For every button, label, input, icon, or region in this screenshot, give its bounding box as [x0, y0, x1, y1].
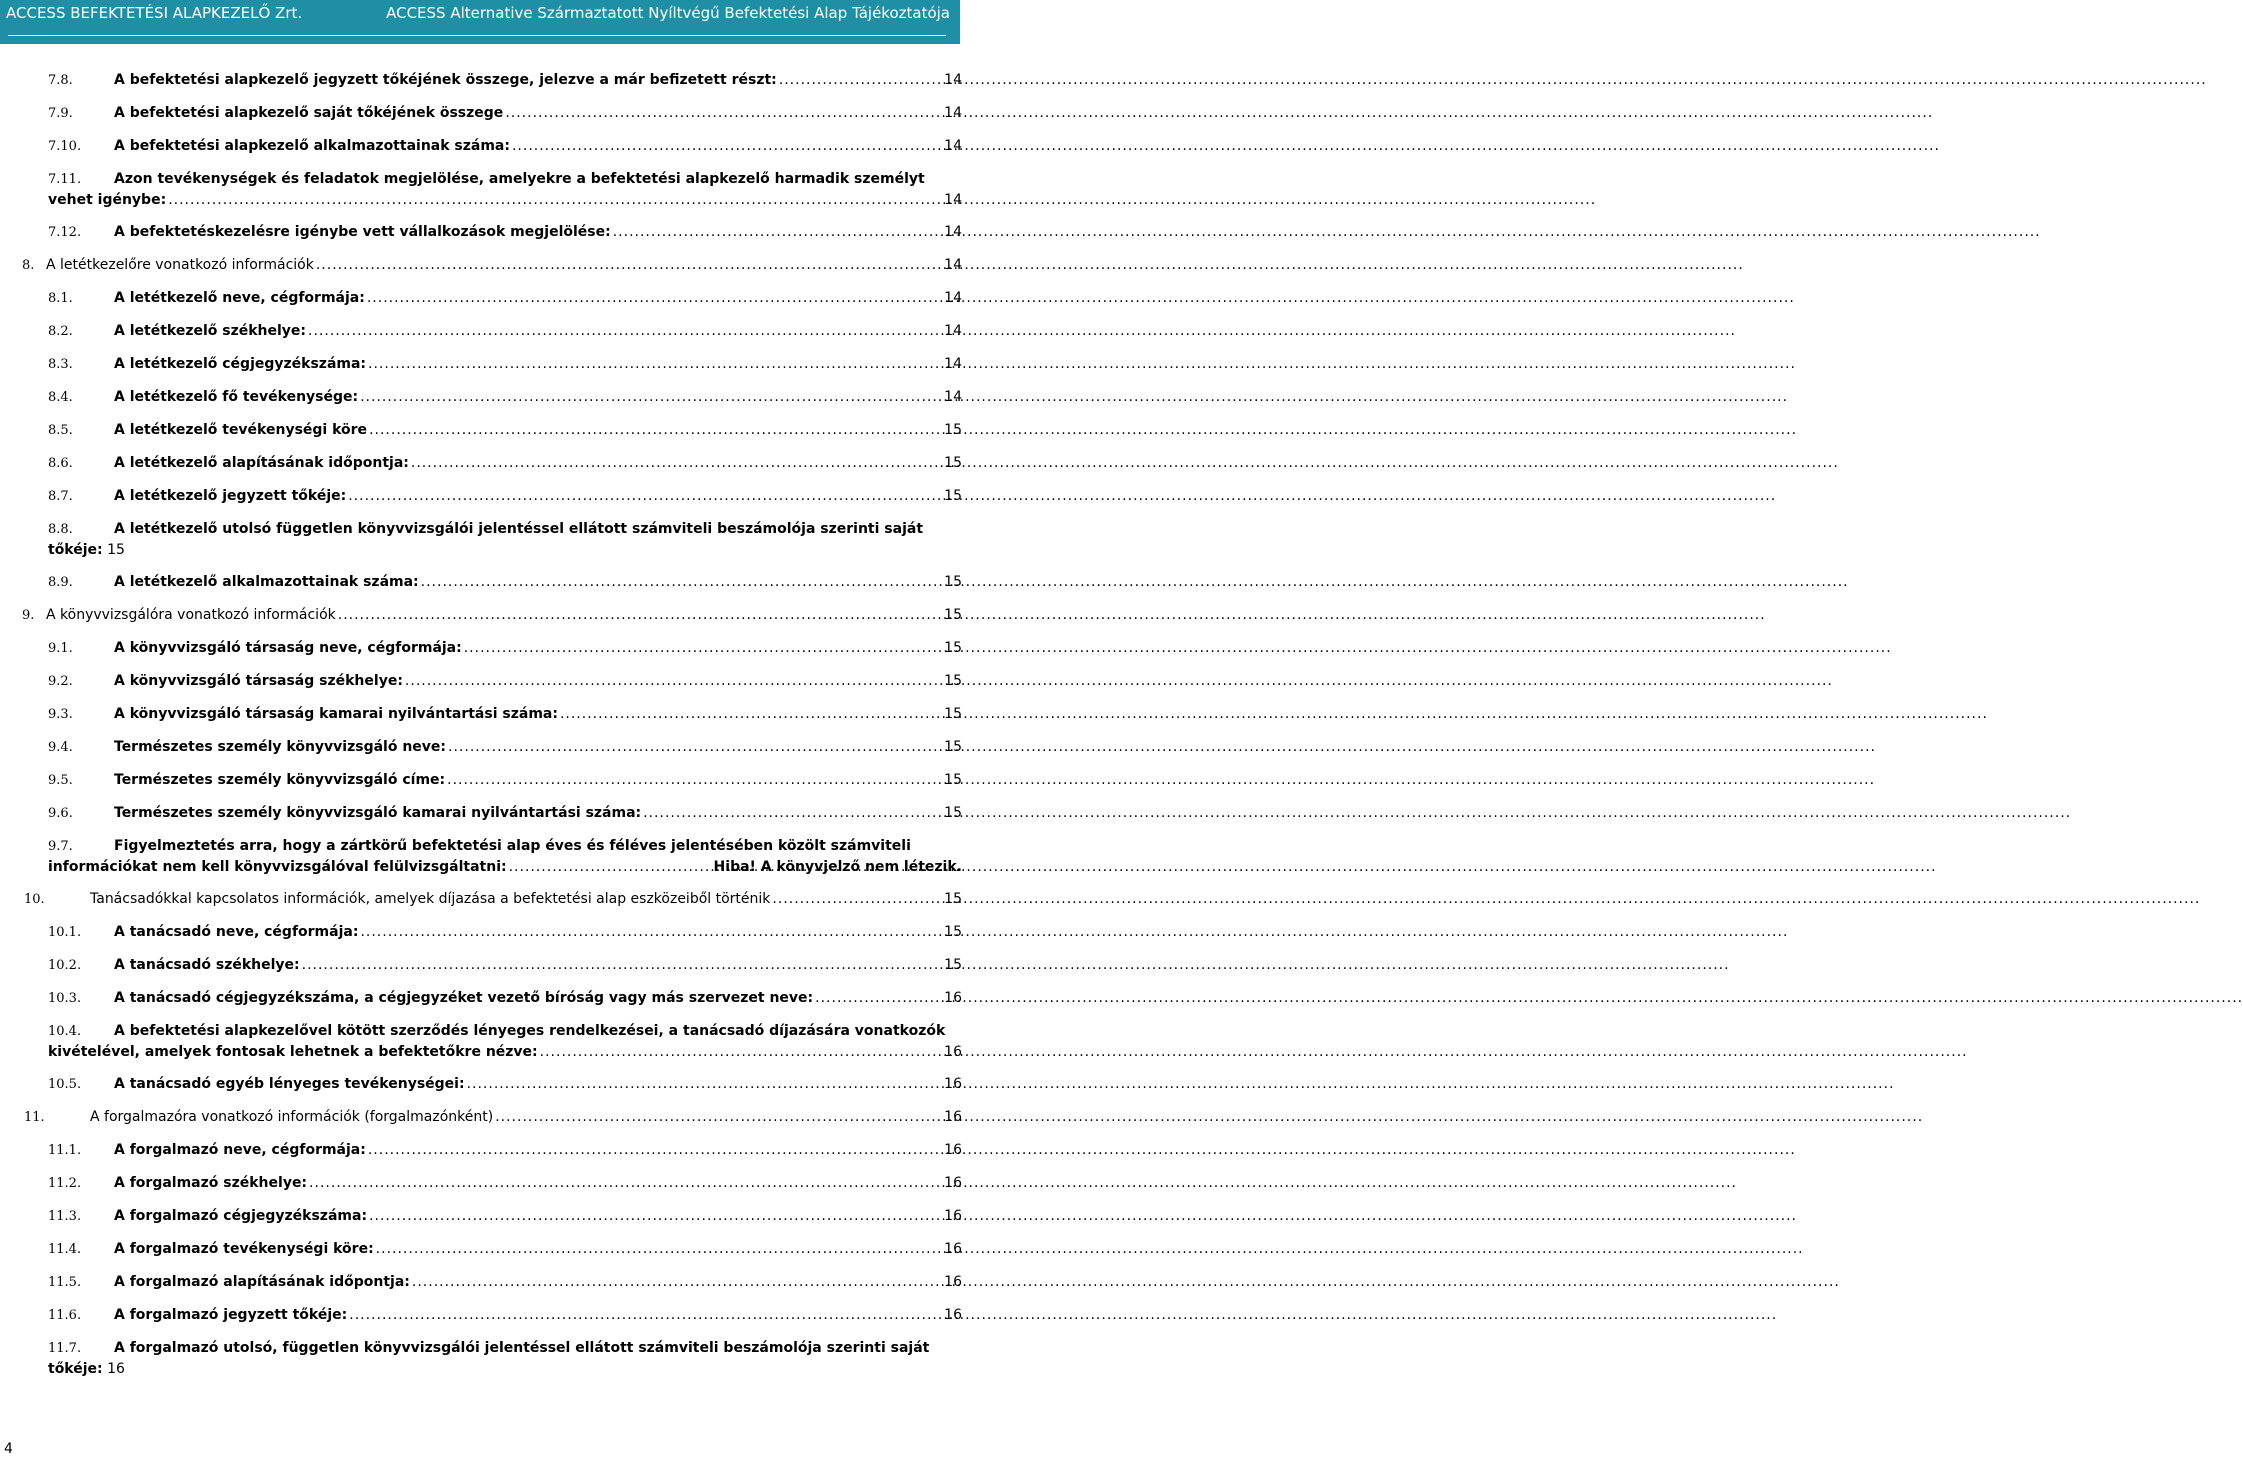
toc-entry[interactable]: [48, 1206, 962, 1227]
toc-entry-title: A letétkezelő tevékenységi köre: [114, 422, 368, 438]
toc-entry[interactable]: [48, 988, 962, 1009]
toc-entry-title: A könyvvizsgáló társaság neve, cégformája:: [114, 640, 462, 656]
toc-entry-page: 15: [944, 891, 962, 907]
toc-entry[interactable]: [48, 321, 962, 342]
toc-entry-number: 9.4.: [48, 740, 73, 755]
toc-entry-page: 14: [944, 257, 962, 273]
toc-entry[interactable]: [48, 1173, 962, 1194]
toc-entry-title: A befektetési alapkezelő alkalmazottainak száma:: [114, 138, 510, 154]
toc-entry-number: 9.: [22, 608, 35, 623]
toc-entry-page: 15: [944, 739, 962, 755]
toc-entry-number: 7.9.: [48, 106, 73, 121]
dot-leader: [512, 136, 942, 156]
dot-leader: [815, 988, 942, 1008]
toc-entry-title: A letétkezelő alapításának időpontja:: [114, 455, 409, 471]
toc-entry[interactable]: [48, 288, 962, 309]
toc-entry[interactable]: [24, 1107, 962, 1128]
dot-leader: [308, 321, 942, 341]
dot-leader: [495, 1107, 942, 1127]
toc-entry-page: 15: [944, 422, 962, 438]
dot-leader: [643, 803, 942, 823]
toc-entry-number: 9.3.: [48, 707, 73, 722]
toc-entry[interactable]: [48, 103, 962, 124]
toc-entry-title-continued: tőkéje:: [48, 1361, 103, 1377]
toc-entry[interactable]: [48, 1272, 962, 1293]
toc-entry-page: 15: [944, 673, 962, 689]
toc-entry-title: A letétkezelő alkalmazottainak száma:: [114, 574, 419, 590]
dot-leader: [302, 955, 943, 975]
dot-leader: [613, 222, 942, 242]
toc-entry-page: 15: [944, 805, 962, 821]
page-number: 4: [4, 1441, 13, 1457]
dot-leader: [369, 1206, 942, 1226]
toc-entry-page: 14: [944, 138, 962, 154]
dot-leader: [421, 572, 943, 592]
toc-entry[interactable]: [48, 70, 962, 91]
toc-entry-page: 15: [944, 706, 962, 722]
toc-entry[interactable]: [48, 1140, 962, 1161]
toc-entry-number: 8.5.: [48, 423, 73, 438]
toc-entry-title: A könyvvizsgálóra vonatkozó információk: [46, 607, 336, 623]
toc-entry-number: 10.4.: [48, 1024, 82, 1039]
toc-entry-title-continued: kivételével, amelyek fontosak lehetnek a befektetőkre nézve:: [48, 1044, 538, 1060]
toc-entry-number: 8.6.: [48, 456, 73, 471]
toc-entry[interactable]: [48, 453, 962, 474]
toc-entry[interactable]: [48, 136, 962, 157]
toc-entry-title: A befektetési alapkezelő jegyzett tőkéjének összege, jelezve a már befizetett részt:: [114, 72, 777, 88]
toc-entry-number: 11.1.: [48, 1143, 82, 1158]
header-document-title: ACCESS Alternative Származtatott Nyíltvégű Befektetési Alap Tájékoztatója: [386, 4, 950, 22]
toc-entry[interactable]: [48, 1338, 962, 1379]
toc-entry[interactable]: [24, 889, 962, 910]
toc-entry-number: 9.2.: [48, 674, 73, 689]
toc-entry-title-continued: tőkéje:: [48, 542, 103, 558]
toc-entry-page: 16: [944, 1307, 962, 1323]
toc-entry-number: 8.: [22, 258, 35, 273]
dot-leader: [509, 857, 712, 877]
toc-entry-title: A letétkezelő jegyzett tőkéje:: [114, 488, 347, 504]
dot-leader: [540, 1042, 943, 1062]
dot-leader: [368, 1140, 942, 1160]
toc-entry-page: 15: [944, 607, 962, 623]
dot-leader: [464, 638, 942, 658]
toc-entry-number: 11.: [24, 1110, 45, 1125]
toc-entry[interactable]: [48, 1074, 962, 1095]
toc-entry[interactable]: [22, 605, 962, 626]
toc-entry-title: Tanácsadókkal kapcsolatos információk, amelyek díjazása a befektetési alap eszközeiből történik: [90, 891, 771, 907]
toc-entry-page: 16: [944, 1175, 962, 1191]
dot-leader: [447, 770, 942, 790]
toc-entry[interactable]: [48, 638, 962, 659]
toc-entry-number: 8.1.: [48, 291, 73, 306]
toc-entry-number: 7.8.: [48, 73, 73, 88]
toc-entry-page: 14: [944, 72, 962, 88]
toc-entry-page: 14: [944, 356, 962, 372]
dot-leader: [411, 453, 942, 473]
toc-entry-title: A forgalmazó tevékenységi köre:: [114, 1241, 374, 1257]
toc-entry-title: A könyvvizsgáló társaság székhelye:: [114, 673, 403, 689]
toc-entry-page: 16: [944, 1109, 962, 1125]
toc-entry-number: 11.7.: [48, 1341, 82, 1356]
toc-entry-title: A tanácsadó cégjegyzékszáma, a cégjegyzéket vezető bíróság vagy más szervezet neve:: [114, 990, 814, 1006]
toc-entry-title-continued: információkat nem kell könyvvizsgálóval felülvizsgáltatni:: [48, 859, 507, 875]
toc-entry-page: 14: [944, 323, 962, 339]
dot-leader: [779, 70, 942, 90]
dot-leader: [360, 922, 942, 942]
toc-entry-page: 15: [944, 455, 962, 471]
toc-entry-number: 10.2.: [48, 958, 82, 973]
toc-entry-number: 8.7.: [48, 489, 73, 504]
dot-leader: [405, 671, 942, 691]
toc-entry[interactable]: [48, 1239, 962, 1260]
toc-entry-page: 16: [944, 1241, 962, 1257]
toc-entry-title: A tanácsadó neve, cégformája:: [114, 924, 359, 940]
toc-entry-title: Természetes személy könyvvizsgáló kamarai nyilvántartási száma:: [114, 805, 642, 821]
toc-entry[interactable]: [48, 737, 962, 758]
dot-leader: [367, 288, 942, 308]
toc-entry-number: 8.8.: [48, 522, 73, 537]
toc-entry[interactable]: [48, 836, 962, 877]
toc-entry-title: A tanácsadó egyéb lényeges tevékenységei:: [114, 1076, 465, 1092]
toc-entry-title: A letétkezelő fő tevékenysége:: [114, 389, 359, 405]
dot-leader: [412, 1272, 942, 1292]
toc-entry-title: A forgalmazó cégjegyzékszáma:: [114, 1208, 368, 1224]
dot-leader: [316, 255, 942, 275]
toc-entry-title: A forgalmazóra vonatkozó információk (forgalmazónként): [90, 1109, 494, 1125]
toc-entry-number: 11.6.: [48, 1308, 82, 1323]
toc-entry[interactable]: [48, 704, 962, 725]
toc-entry[interactable]: [48, 222, 962, 243]
toc-entry[interactable]: [48, 354, 962, 375]
toc-entry-page: 14: [944, 105, 962, 121]
toc-entry-title: A letétkezelő cégjegyzékszáma:: [114, 356, 367, 372]
toc-entry-title: A tanácsadó székhelye:: [114, 957, 300, 973]
toc-entry-title-continued: vehet igénybe:: [48, 192, 167, 208]
dot-leader: [505, 103, 942, 123]
toc-entry-page: Hiba! A könyvjelző nem létezik.: [713, 859, 962, 875]
toc-entry-number: 10.5.: [48, 1077, 82, 1092]
toc-entry-title: A forgalmazó székhelye:: [114, 1175, 308, 1191]
toc-entry-number: 11.5.: [48, 1275, 82, 1290]
table-of-contents: [22, 70, 962, 1391]
toc-entry[interactable]: [48, 486, 962, 507]
toc-entry-page: 16: [944, 990, 962, 1006]
toc-entry[interactable]: [48, 770, 962, 791]
toc-entry-page: 15: [107, 542, 125, 558]
toc-entry[interactable]: [48, 803, 962, 824]
toc-entry-title: A letétkezelőre vonatkozó információk: [46, 257, 314, 273]
toc-entry-page: 14: [944, 290, 962, 306]
toc-entry-page: 14: [944, 389, 962, 405]
toc-entry-number: 9.5.: [48, 773, 73, 788]
toc-entry-page: 16: [944, 1044, 962, 1060]
toc-entry-number: 9.1.: [48, 641, 73, 656]
toc-entry-number: 7.12.: [48, 225, 82, 240]
toc-entry[interactable]: [48, 955, 962, 976]
toc-entry[interactable]: [48, 922, 962, 943]
toc-entry[interactable]: [48, 519, 962, 560]
header-company: ACCESS BEFEKTETÉSI ALAPKEZELŐ Zrt.: [6, 4, 303, 22]
dot-leader: [349, 1305, 942, 1325]
toc-entry-number: 10.: [24, 892, 45, 907]
toc-entry[interactable]: [22, 255, 962, 276]
toc-entry-page: 16: [944, 1208, 962, 1224]
toc-entry-number: 7.11.: [48, 172, 82, 187]
toc-entry-title: A forgalmazó jegyzett tőkéje:: [114, 1307, 348, 1323]
toc-entry-title: A letétkezelő utolsó független könyvvizsgálói jelentéssel ellátott számviteli beszámolója szerinti saját: [114, 521, 924, 537]
dot-leader: [309, 1173, 942, 1193]
toc-entry-number: 8.4.: [48, 390, 73, 405]
toc-entry-title: Azon tevékenységek és feladatok megjelölése, amelyekre a befektetési alapkezelő harmadik személyt: [114, 171, 925, 187]
toc-entry[interactable]: [48, 169, 962, 210]
toc-entry-number: 10.1.: [48, 925, 82, 940]
toc-entry-page: 16: [944, 1142, 962, 1158]
dot-leader: [348, 486, 942, 506]
toc-entry[interactable]: [48, 387, 962, 408]
toc-entry[interactable]: [48, 420, 962, 441]
dot-leader: [168, 190, 942, 210]
toc-entry-page: 16: [944, 1076, 962, 1092]
toc-entry-title: Figyelmeztetés arra, hogy a zártkörű befektetési alap éves és féléves jelentésében közölt számviteli: [114, 838, 911, 854]
dot-leader: [368, 354, 942, 374]
toc-entry-number: 11.4.: [48, 1242, 82, 1257]
dot-leader: [360, 387, 942, 407]
dot-leader: [448, 737, 942, 757]
toc-entry-title: A forgalmazó utolsó, független könyvvizsgálói jelentéssel ellátott számviteli beszámolója szerinti saját: [114, 1340, 930, 1356]
toc-entry[interactable]: [48, 671, 962, 692]
page-header: [0, 0, 960, 44]
dot-leader: [338, 605, 942, 625]
dot-leader: [772, 889, 942, 909]
toc-entry-page: 16: [944, 1274, 962, 1290]
toc-entry-number: 10.3.: [48, 991, 82, 1006]
toc-entry-page: 16: [107, 1361, 125, 1377]
toc-entry-number: 8.3.: [48, 357, 73, 372]
toc-entry-title: A letétkezelő neve, cégformája:: [114, 290, 365, 306]
header-rule: [8, 35, 946, 36]
toc-entry-title: A forgalmazó alapításának időpontja:: [114, 1274, 410, 1290]
toc-entry[interactable]: [48, 1305, 962, 1326]
toc-entry-number: 9.6.: [48, 806, 73, 821]
toc-entry-page: 15: [944, 957, 962, 973]
toc-entry-title: A forgalmazó neve, cégformája:: [114, 1142, 366, 1158]
toc-entry-page: 14: [944, 192, 962, 208]
toc-entry-title: Természetes személy könyvvizsgáló neve:: [114, 739, 447, 755]
toc-entry-number: 8.9.: [48, 575, 73, 590]
toc-entry-title: A befektetési alapkezelővel kötött szerződés lényeges rendelkezései, a tanácsadó díjazására vonatkozók: [114, 1023, 946, 1039]
toc-entry-page: 14: [944, 224, 962, 240]
dot-leader: [376, 1239, 943, 1259]
toc-entry-title: A könyvvizsgáló társaság kamarai nyilvántartási száma:: [114, 706, 558, 722]
toc-entry-page: 15: [944, 640, 962, 656]
dot-leader: [369, 420, 942, 440]
dot-leader: [467, 1074, 943, 1094]
dot-leader: [560, 704, 942, 724]
toc-entry-number: 11.2.: [48, 1176, 82, 1191]
toc-entry-number: 11.3.: [48, 1209, 82, 1224]
toc-entry-page: 15: [944, 574, 962, 590]
toc-entry-title: A befektetési alapkezelő saját tőkéjének összege: [114, 105, 504, 121]
toc-entry-title: Természetes személy könyvvizsgáló címe:: [114, 772, 446, 788]
toc-entry-page: 15: [944, 772, 962, 788]
toc-entry-title: A letétkezelő székhelye:: [114, 323, 307, 339]
toc-entry-number: 8.2.: [48, 324, 73, 339]
toc-entry-page: 15: [944, 488, 962, 504]
toc-entry-number: 9.7.: [48, 839, 73, 854]
toc-entry-title: A befektetéskezelésre igénybe vett vállalkozások megjelölése:: [114, 224, 611, 240]
toc-entry[interactable]: [48, 1021, 962, 1062]
toc-entry-page: 15: [944, 924, 962, 940]
toc-entry-number: 7.10.: [48, 139, 82, 154]
toc-entry[interactable]: [48, 572, 962, 593]
